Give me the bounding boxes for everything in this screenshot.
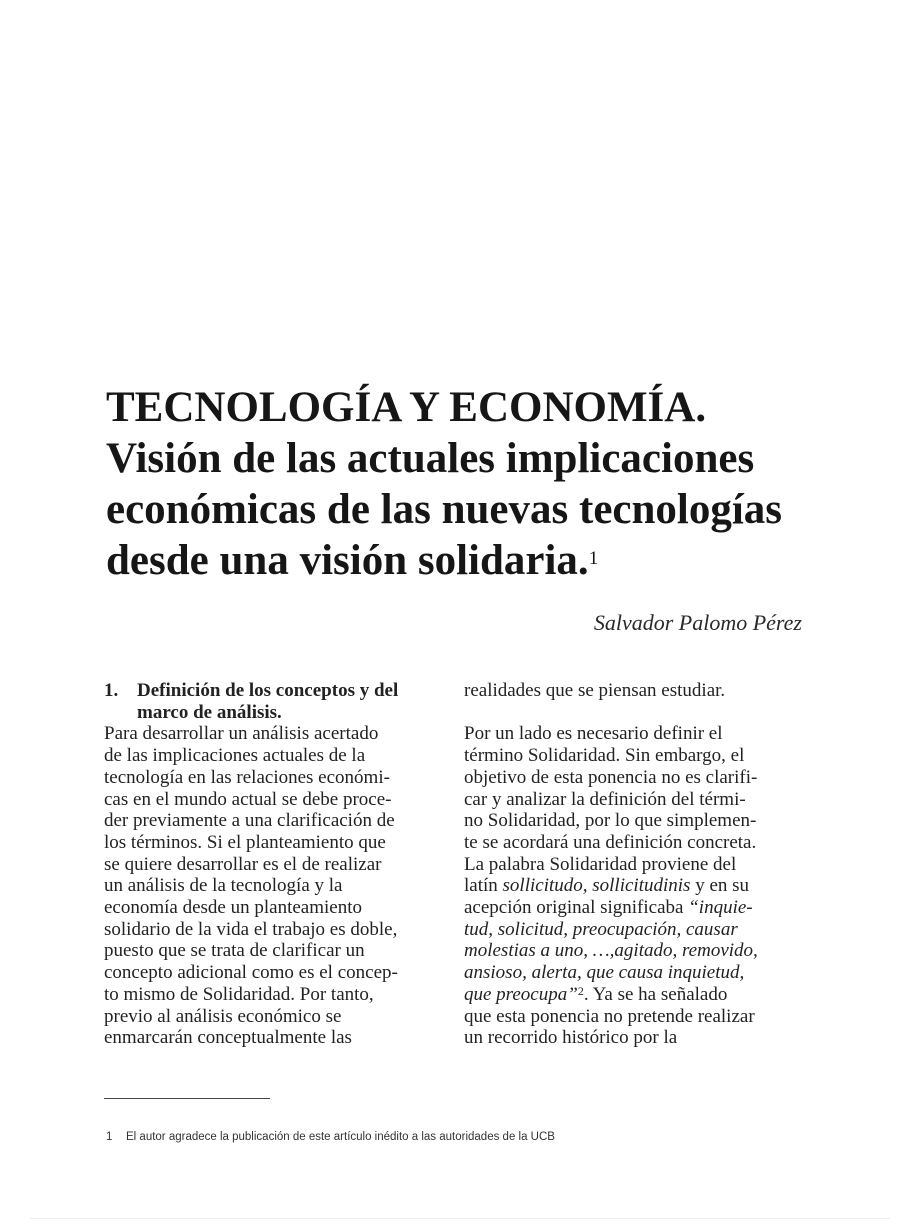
footnote-divider: [104, 1098, 270, 1099]
section-heading: [104, 680, 449, 723]
paragraph-gap: [464, 702, 809, 724]
body-line: der previamente a una clarificación de: [104, 810, 395, 832]
body-line: Para desarrollar un análisis acertado: [104, 723, 379, 745]
section-heading-line-1: Definición de los conceptos y del: [137, 680, 399, 701]
section-heading-line-2: marco de análisis.: [137, 701, 282, 723]
page-edge-divider: [30, 1218, 890, 1219]
title-footnote-ref: 1: [588, 548, 599, 569]
body-line: concepto adicional como es el concep-: [104, 962, 398, 984]
body-line: los términos. Si el planteamiento que: [104, 831, 386, 853]
right-column: [464, 680, 809, 1049]
body-line: cas en el mundo actual se debe proce-: [104, 788, 392, 810]
quote-end: que preocupa”: [464, 983, 578, 1005]
body-line-quote-end: [464, 984, 809, 1006]
footnote: [106, 1131, 555, 1143]
left-column: [104, 680, 449, 1049]
subtitle-line-2: económicas de las nuevas tecnologías: [106, 486, 783, 533]
quote-start: “inquie-: [688, 897, 753, 919]
body-line: Por un lado es necesario definir el: [464, 723, 723, 745]
body-line: término Solidaridad. Sin embargo, el: [464, 745, 745, 767]
body-line-latin: [464, 875, 809, 897]
latin-suffix: y en su: [690, 875, 750, 897]
body-line: previo al análisis económico se: [104, 1005, 342, 1027]
latin-prefix: latín: [464, 875, 503, 897]
body-line: objetivo de esta ponencia no es clarifi-: [464, 766, 758, 788]
meaning-prefix: acepción original significaba: [464, 897, 689, 919]
body-line: solidario de la vida el trabajo es doble,: [104, 918, 398, 940]
body-line: La palabra Solidaridad proviene del: [464, 853, 737, 875]
section-number: 1.: [104, 680, 119, 701]
article-title: [106, 382, 826, 586]
body-line: to mismo de Solidaridad. Por tanto,: [104, 983, 374, 1005]
quote-line: tud, solicitud, preocupación, causar: [464, 918, 738, 940]
footnote-ref-2: 2: [577, 983, 584, 998]
body-line: se quiere desarrollar es el de realizar: [104, 853, 382, 875]
body-line: economía desde un planteamiento: [104, 897, 362, 919]
footnote-number: 1: [106, 1131, 113, 1143]
body-line: puesto que se trata de clarificar un: [104, 940, 365, 962]
subtitle-line-3-text: desde una visión solidaria.: [106, 537, 589, 584]
quote-line: molestias a uno, …,agitado, removido,: [464, 940, 758, 962]
body-line: un análisis de la tecnología y la: [104, 875, 343, 897]
latin-words: sollicitudo, sollicitudinis: [502, 875, 691, 897]
body-line: de las implicaciones actuales de la: [104, 745, 366, 767]
quote-line: ansioso, alerta, que causa inquietud,: [464, 962, 745, 984]
body-line: un recorrido histórico por la: [464, 1027, 678, 1049]
author-name: Salvador Palomo Pérez: [593, 610, 802, 635]
subtitle-line-3: [106, 535, 826, 586]
body-line: no Solidaridad, por lo que simplemen-: [464, 810, 757, 832]
body-line: te se acordará una definición concreta.: [464, 831, 757, 853]
footnote-text: El autor agradece la publicación de este artículo inédito a las autoridades de la UCB: [126, 1131, 555, 1143]
title-main: TECNOLOGÍA Y ECONOMÍA.: [106, 384, 707, 431]
body-line: tecnología en las relaciones económi-: [104, 766, 390, 788]
body-line: enmarcarán conceptualmente las: [104, 1027, 352, 1049]
after-quote: . Ya se ha señalado: [583, 983, 728, 1005]
subtitle-line-1: Visión de las actuales implicaciones: [106, 435, 755, 482]
body-line-meaning: [464, 897, 809, 919]
body-line: car y analizar la definición del térmi-: [464, 788, 746, 810]
body-line: que esta ponencia no pretende realizar: [464, 1005, 755, 1027]
body-line: realidades que se piensan estudiar.: [464, 680, 726, 701]
